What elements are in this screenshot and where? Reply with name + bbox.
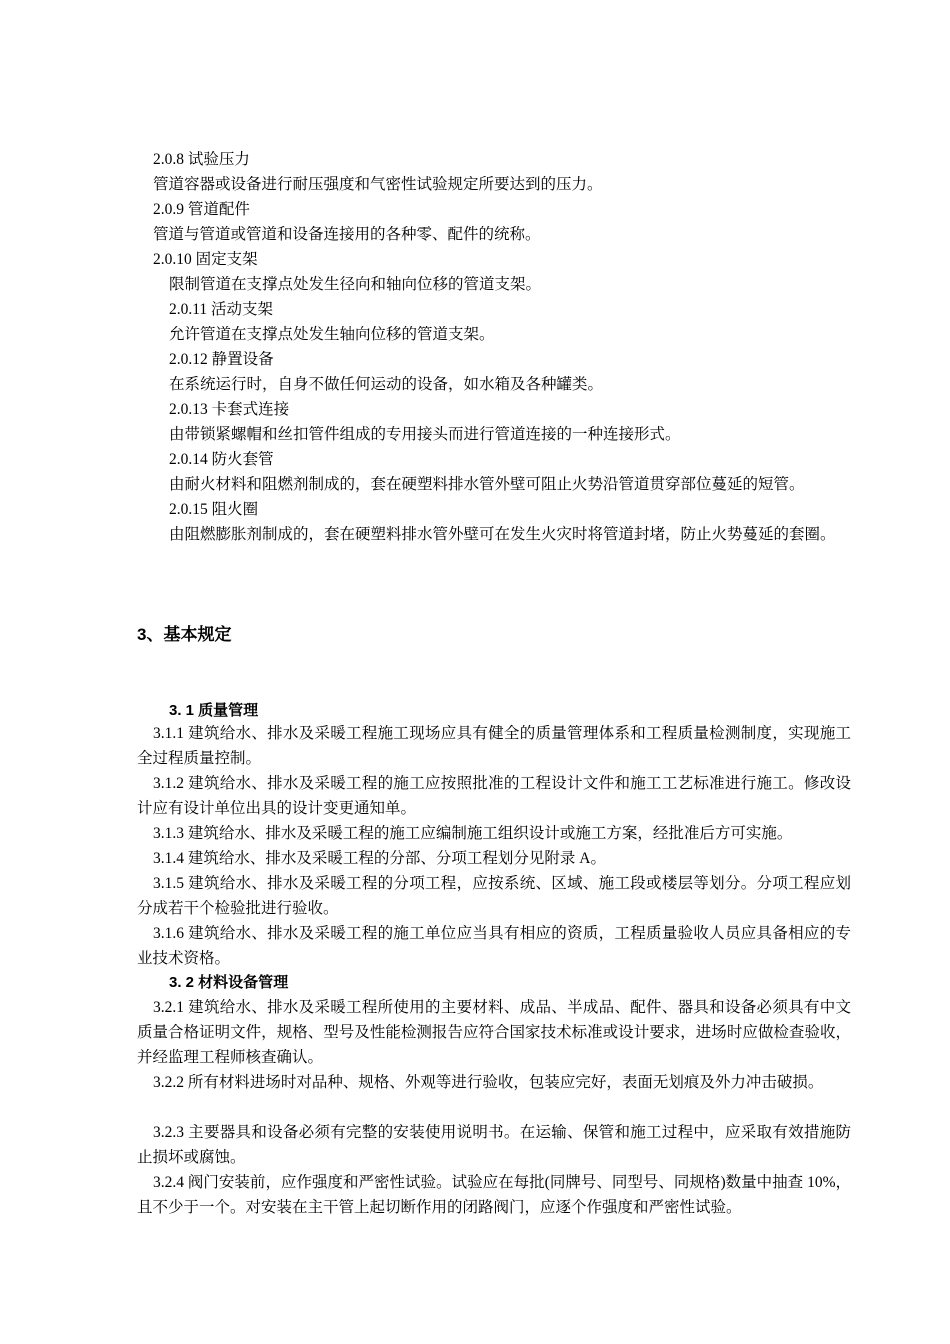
clause-paragraph: 3.1.5 建筑给水、排水及采暖工程的分项工程，应按系统、区域、施工段或楼层等划分。分项工程应划分成若干个检验批进行验收。	[137, 875, 851, 917]
section-title-quality: 3. 1 质量管理	[169, 702, 259, 719]
term-heading: 2.0.8 试验压力	[153, 151, 250, 168]
term-definition: 由耐火材料和阻燃剂制成的，套在硬塑料排水管外壁可阻止火势沿管道贯穿部位蔓延的短管。	[169, 476, 805, 493]
term-definition: 限制管道在支撑点处发生径向和轴向位移的管道支架。	[169, 276, 542, 293]
section-title-materials: 3. 2 材料设备管理	[169, 974, 289, 991]
term-heading: 2.0.11 活动支架	[169, 301, 274, 318]
clause-paragraph: 3.1.3 建筑给水、排水及采暖工程的施工应编制施工组织设计或施工方案，经批准后方可实施。	[153, 825, 793, 842]
term-heading: 2.0.15 阻火圈	[169, 501, 259, 518]
clause-paragraph: 3.2.3 主要器具和设备必须有完整的安装使用说明书。在运输、保管和施工过程中，应采取有效措施防止损坏或腐蚀。	[137, 1124, 851, 1166]
clause-paragraph: 3.2.1 建筑给水、排水及采暖工程所使用的主要材料、成品、半成品、配件、器具和设备必须具有中文质量合格证明文件，规格、型号及性能检测报告应符合国家技术标准或设计要求，进场时应做检查验收，并经监理工程师核查确认。	[137, 999, 851, 1066]
clause-paragraph: 3.2.4 阀门安装前，应作强度和严密性试验。试验应在每批(同牌号、同型号、同规格)数量中抽查 10%，且不少于一个。对安装在主干管上起切断作用的闭路阀门，应逐个作强度和严密性试验。	[137, 1174, 851, 1216]
term-heading: 2.0.9 管道配件	[153, 201, 250, 218]
term-definition: 由阻燃膨胀剂制成的，套在硬塑料排水管外壁可在发生火灾时将管道封堵，防止火势蔓延的套圈。	[169, 526, 836, 543]
term-definition: 管道与管道或管道和设备连接用的各种零、配件的统称。	[153, 226, 541, 243]
clause-paragraph: 3.1.2 建筑给水、排水及采暖工程的施工应按照批准的工程设计文件和施工工艺标准进行施工。修改设计应有设计单位出具的设计变更通知单。	[137, 775, 851, 817]
term-heading: 2.0.10 固定支架	[153, 251, 258, 268]
term-definition: 在系统运行时，自身不做任何运动的设备，如水箱及各种罐类。	[169, 376, 604, 393]
term-heading: 2.0.14 防火套管	[169, 451, 274, 468]
term-definition: 管道容器或设备进行耐压强度和气密性试验规定所要达到的压力。	[153, 176, 603, 193]
clause-paragraph: 3.1.4 建筑给水、排水及采暖工程的分部、分项工程划分见附录 A。	[153, 850, 606, 867]
chapter-title: 3、基本规定	[137, 625, 232, 644]
clause-paragraph: 3.1.1 建筑给水、排水及采暖工程施工现场应具有健全的质量管理体系和工程质量检测制度，实现施工全过程质量控制。	[137, 725, 851, 767]
term-heading: 2.0.12 静置设备	[169, 351, 274, 368]
term-heading: 2.0.13 卡套式连接	[169, 401, 290, 418]
term-definition: 允许管道在支撑点处发生轴向位移的管道支架。	[169, 326, 495, 343]
clause-paragraph: 3.2.2 所有材料进场时对品种、规格、外观等进行验收，包装应完好，表面无划痕及外力冲击破损。	[153, 1074, 824, 1091]
clause-paragraph: 3.1.6 建筑给水、排水及采暖工程的施工单位应当具有相应的资质，工程质量验收人员应具备相应的专业技术资格。	[137, 925, 851, 967]
term-definition: 由带锁紧螺帽和丝扣管件组成的专用接头而进行管道连接的一种连接形式。	[169, 426, 681, 443]
